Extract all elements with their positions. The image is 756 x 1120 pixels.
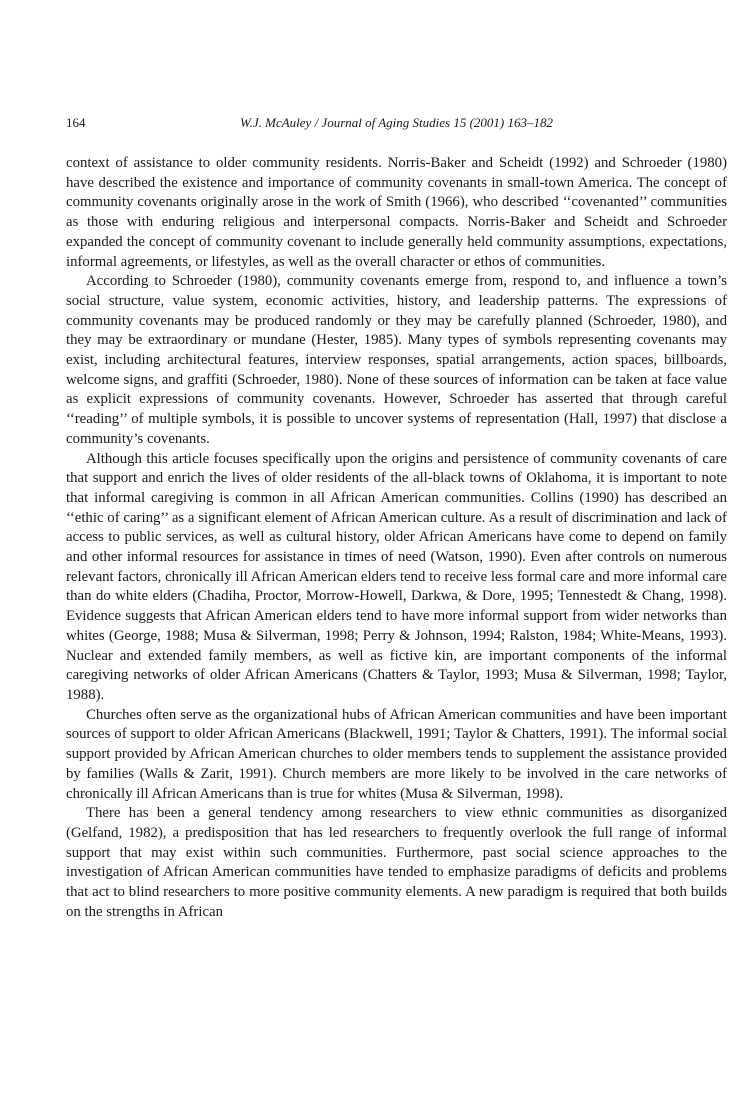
page-number: 164 [66, 115, 86, 130]
article-body [66, 154, 727, 922]
page-header [66, 115, 727, 135]
running-head: W.J. McAuley / Journal of Aging Studies 15 (2001) 163–182 [239, 115, 554, 130]
paragraph-5: There has been a general tendency among researchers to view ethnic communities as disorganized (Gelfand, 1982), a predisposition that has led researchers to frequently overlook the full range of informal support that may exist within such communities. Furthermore, past social science approaches to the investigation of African American communities have tended to emphasize paradigms of deficits and problems that act to blind researchers to more positive community elements. A new paradigm is required that both builds on the strengths in African [66, 805, 727, 920]
paragraph-3: Although this article focuses specifically upon the origins and persistence of community covenants of care that support and enrich the lives of older residents of the all-black towns of Oklahoma, it is important to note that informal caregiving is common in all African American communities. Collins (1990) has described an ‘‘ethic of caring’’ as a significant element of African American culture. As a result of discrimination and lack of access to public services, as well as cultural history, older African Americans have come to depend on family and other informal resources for assistance in times of need (Watson, 1990). Even after controls on numerous relevant factors, chronically ill African American elders tend to receive less formal care and more informal care than do white elders (Chadiha, Proctor, Morrow-Howell, Darkwa, & Dore, 1995; Tennestedt & Chang, 1998). Evidence suggests that African American elders tend to have more informal support from wider networks than whites (George, 1988; Musa & Silverman, 1998; Perry & Johnson, 1994; Ralston, 1984; White-Means, 1993). Nuclear and extended family members, as well as fictive kin, are important components of the informal caregiving networks of older African Americans (Chatters & Taylor, 1993; Musa & Silverman, 1998; Taylor, 1988). [66, 450, 727, 703]
paragraph-1: context of assistance to older community residents. Norris-Baker and Scheidt (1992) and Schroeder (1980) have described the existence and importance of community covenants in small-town America. The concept of community covenants originally arose in the work of Smith (1966), who described ‘‘covenanted’’ communities as those with enduring religious and interpersonal compacts. Norris-Baker and Scheidt and Schroeder expanded the concept of community covenant to include generally held community assumptions, expectations, informal agreements, or lifestyles, as well as the overall character or ethos of communities. [66, 155, 727, 270]
paragraph-4: Churches often serve as the organizational hubs of African American communities and have been important sources of support to older African Americans (Blackwell, 1991; Taylor & Chatters, 1991). The informal social support provided by African American churches to older members tends to supplement the assistance provided by families (Walls & Zarit, 1991). Church members are more likely to be involved in the care networks of chronically ill African Americans than is true for whites (Musa & Silverman, 1998). [66, 706, 727, 802]
paragraph-2: According to Schroeder (1980), community covenants emerge from, respond to, and influence a town’s social structure, value system, economic activities, history, and leadership patterns. The expressions of community covenants may be produced randomly or they may be carefully planned (Schroeder, 1980), and they may be extraordinary or mundane (Hester, 1985). Many types of symbols representing covenants may exist, including architectural features, interview responses, spatial arrangements, action spaces, billboards, welcome signs, and graffiti (Schroeder, 1980). None of these sources of information can be taken at face value as explicit expressions of community covenants. However, Schroeder has asserted that through careful ‘‘reading’’ of multiple symbols, it is possible to uncover systems of representation (Hall, 1997) that disclose a community’s covenants. [66, 273, 727, 447]
